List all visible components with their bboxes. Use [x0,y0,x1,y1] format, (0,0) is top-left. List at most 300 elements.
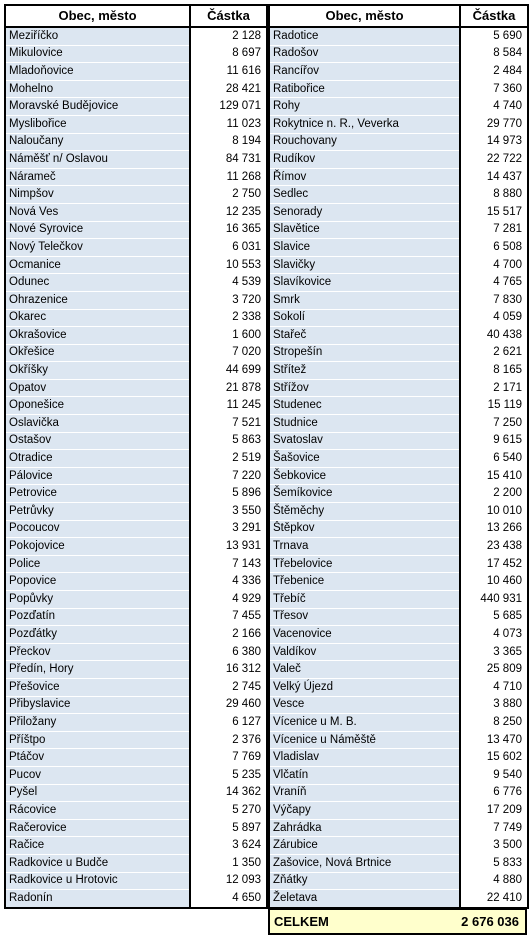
municipality-name: Myslibořice [5,115,190,133]
municipality-name: Mladoňovice [5,63,190,81]
table-row [269,626,528,644]
municipality-name: Pálovice [5,467,190,485]
total-row [268,908,527,935]
amount-value: 5 690 [460,27,528,45]
amount-value: 84 731 [190,151,267,169]
municipality-name: Studenec [269,397,460,415]
table-row [5,714,267,732]
amount-value: 2 128 [190,27,267,45]
table-row [269,415,528,433]
amount-value: 5 270 [190,802,267,820]
table-row [269,890,528,908]
amount-value: 25 809 [460,661,528,679]
amount-value: 129 071 [190,98,267,116]
table-row [5,63,267,81]
column-header-amount: Částka [190,5,267,27]
column-header-amount: Částka [460,5,528,27]
amount-value: 8 165 [460,362,528,380]
amount-value: 7 250 [460,415,528,433]
table-row [269,63,528,81]
amount-value: 4 740 [460,98,528,116]
municipality-name: Nový Telečkov [5,239,190,257]
amount-value: 7 830 [460,291,528,309]
table-row [269,362,528,380]
amount-value: 13 266 [460,520,528,538]
municipality-name: Pokojovice [5,538,190,556]
table-row [269,678,528,696]
municipality-name: Svatoslav [269,432,460,450]
municipality-name: Pozďatín [5,608,190,626]
table-row [5,45,267,63]
table-row [269,819,528,837]
amount-value: 5 235 [190,766,267,784]
amount-value: 7 749 [460,819,528,837]
amount-value: 6 508 [460,239,528,257]
municipality-name: Rokytnice n. R., Veverka [269,115,460,133]
amount-value: 28 421 [190,80,267,98]
municipality-name: Ocmanice [5,256,190,274]
municipality-name: Slavětice [269,221,460,239]
municipality-name: Opatov [5,379,190,397]
municipality-name: Výčapy [269,802,460,820]
amount-value: 12 235 [190,203,267,221]
table-row [269,133,528,151]
amount-value: 1 350 [190,854,267,872]
municipality-name: Odunec [5,274,190,292]
amount-value: 11 023 [190,115,267,133]
municipality-name: Stařeč [269,327,460,345]
table-row [5,274,267,292]
municipality-name: Vícenice u Náměště [269,731,460,749]
municipality-name: Rancířov [269,63,460,81]
municipality-name: Rohy [269,98,460,116]
table-row [5,784,267,802]
municipality-name: Naloučany [5,133,190,151]
table-row [5,221,267,239]
amount-value: 7 220 [190,467,267,485]
municipality-name: Nimpšov [5,186,190,204]
municipality-name: Vícenice u M. B. [269,714,460,732]
amount-value: 2 750 [190,186,267,204]
amount-value: 8 194 [190,133,267,151]
municipality-name: Račice [5,837,190,855]
amount-value: 6 540 [460,450,528,468]
table-row [269,239,528,257]
table-row [5,661,267,679]
municipality-name: Nová Ves [5,203,190,221]
amount-value: 6 031 [190,239,267,257]
municipality-name: Náramеč [5,168,190,186]
municipality-name: Otradice [5,450,190,468]
table-row [269,802,528,820]
municipality-name: Valeč [269,661,460,679]
amount-value: 7 521 [190,415,267,433]
municipality-name: Vraníň [269,784,460,802]
table-row [269,291,528,309]
municipality-name: Smrk [269,291,460,309]
table-row [5,291,267,309]
municipality-name: Ostašov [5,432,190,450]
amount-value: 2 484 [460,63,528,81]
amount-value: 13 931 [190,538,267,556]
table-row [5,151,267,169]
municipality-name: Radošov [269,45,460,63]
table-row [5,749,267,767]
municipality-name: Sedlec [269,186,460,204]
table-row [5,379,267,397]
amount-value: 7 769 [190,749,267,767]
municipality-name: Mohelno [5,80,190,98]
municipality-name: Štěměchy [269,503,460,521]
municipality-name: Mikulovice [5,45,190,63]
total-value: 2 676 036 [461,914,519,929]
table-row [269,168,528,186]
municipality-name: Zňátky [269,872,460,890]
municipality-name: Okřešice [5,344,190,362]
table-row [269,203,528,221]
municipality-name: Příštpo [5,731,190,749]
amount-value: 15 517 [460,203,528,221]
header-row [5,5,267,27]
municipality-name: Stropešín [269,344,460,362]
municipality-name: Rouchovany [269,133,460,151]
table-row [5,327,267,345]
amount-value: 440 931 [460,591,528,609]
table-row [269,731,528,749]
amount-value: 5 863 [190,432,267,450]
municipality-name: Valdíkov [269,643,460,661]
table-row [269,485,528,503]
amount-value: 3 550 [190,503,267,521]
municipality-name: Štěpkov [269,520,460,538]
amount-value: 2 166 [190,626,267,644]
municipality-name: Senorady [269,203,460,221]
municipality-name: Popůvky [5,591,190,609]
municipality-name: Slavíkovice [269,274,460,292]
municipality-name: Radkovice u Hrotovic [5,872,190,890]
amount-value: 10 553 [190,256,267,274]
amount-value: 7 281 [460,221,528,239]
municipality-name: Přiložany [5,714,190,732]
amount-value: 2 200 [460,485,528,503]
table-row [269,591,528,609]
municipality-name: Petrůvky [5,503,190,521]
table-row [269,151,528,169]
municipality-name: Vesce [269,696,460,714]
amount-value: 6 380 [190,643,267,661]
municipality-name: Sokolí [269,309,460,327]
amount-value: 8 697 [190,45,267,63]
municipality-name: Slavice [269,239,460,257]
municipality-name: Radotice [269,27,460,45]
amount-value: 17 452 [460,555,528,573]
amount-value: 29 770 [460,115,528,133]
table-row [269,714,528,732]
table-row [5,450,267,468]
table-row [5,432,267,450]
table-row [269,115,528,133]
total-label: CELKEM [274,914,329,929]
right-table [268,4,529,909]
column-header-name: Obec, město [5,5,190,27]
table-row [269,573,528,591]
table-row [5,837,267,855]
table-row [269,256,528,274]
table-row [269,274,528,292]
municipality-name: Oponešice [5,397,190,415]
amount-value: 8 250 [460,714,528,732]
amount-value: 4 650 [190,890,267,908]
amount-value: 7 020 [190,344,267,362]
table-row [269,221,528,239]
table-row [5,643,267,661]
municipality-name: Třebelovice [269,555,460,573]
municipality-name: Petrovice [5,485,190,503]
table-row [5,731,267,749]
table-row [5,520,267,538]
table-row [5,819,267,837]
table-row [269,608,528,626]
header-row [269,5,528,27]
amount-value: 15 410 [460,467,528,485]
table-row [5,133,267,151]
amount-value: 2 745 [190,678,267,696]
table-row [5,503,267,521]
municipality-name: Moravské Budějovice [5,98,190,116]
table-row [5,239,267,257]
municipality-name: Nové Syrovice [5,221,190,239]
municipality-name: Okrašovice [5,327,190,345]
amount-value: 16 312 [190,661,267,679]
municipality-name: Trnava [269,538,460,556]
municipality-name: Zahrádka [269,819,460,837]
amount-value: 2 338 [190,309,267,327]
amount-value: 4 710 [460,678,528,696]
amount-value: 5 685 [460,608,528,626]
table-row [269,327,528,345]
table-row [5,467,267,485]
municipality-name: Vlčatín [269,766,460,784]
amount-value: 4 765 [460,274,528,292]
amount-value: 2 171 [460,379,528,397]
table-row [5,696,267,714]
table-row [5,538,267,556]
amount-value: 12 093 [190,872,267,890]
table-row [269,872,528,890]
municipality-name: Zárubice [269,837,460,855]
table-row [269,344,528,362]
amount-value: 2 519 [190,450,267,468]
municipality-name: Šebkovice [269,467,460,485]
table-row [269,538,528,556]
municipality-name: Pocoucov [5,520,190,538]
municipality-name: Popovice [5,573,190,591]
municipality-name: Vladislav [269,749,460,767]
table-row [269,309,528,327]
table-row [5,766,267,784]
amount-value: 15 119 [460,397,528,415]
amount-value: 29 460 [190,696,267,714]
amount-value: 11 268 [190,168,267,186]
amount-value: 9 540 [460,766,528,784]
municipality-name: Římov [269,168,460,186]
table-row [269,661,528,679]
municipality-name: Oslavička [5,415,190,433]
municipality-name: Střížov [269,379,460,397]
table-row [269,80,528,98]
municipality-name: Třebenice [269,573,460,591]
table-row [5,415,267,433]
municipality-name: Ohrazenice [5,291,190,309]
municipality-name: Police [5,555,190,573]
table-row [5,256,267,274]
amount-value: 3 365 [460,643,528,661]
amount-value: 11 616 [190,63,267,81]
amount-value: 3 291 [190,520,267,538]
municipality-name: Slavičky [269,256,460,274]
table-row [5,678,267,696]
table-row [5,555,267,573]
amount-value: 8 584 [460,45,528,63]
table-row [269,45,528,63]
municipality-name: Předín, Hory [5,661,190,679]
amount-value: 14 973 [460,133,528,151]
municipality-name: Radonín [5,890,190,908]
amount-value: 13 470 [460,731,528,749]
amount-value: 5 897 [190,819,267,837]
amount-value: 10 460 [460,573,528,591]
amount-value: 3 880 [460,696,528,714]
table-row [5,485,267,503]
municipality-name: Radkovice u Budče [5,854,190,872]
municipality-name: Želetava [269,890,460,908]
table-row [5,309,267,327]
table-row [5,802,267,820]
amount-value: 5 833 [460,854,528,872]
municipality-name: Studnice [269,415,460,433]
amount-value: 17 209 [460,802,528,820]
municipality-name: Ptáčov [5,749,190,767]
amount-value: 4 700 [460,256,528,274]
amount-value: 9 615 [460,432,528,450]
municipality-name: Velký Újezd [269,678,460,696]
amount-value: 4 336 [190,573,267,591]
municipality-name: Meziříčko [5,27,190,45]
table-row [5,27,267,45]
municipality-name: Pozďátky [5,626,190,644]
table-row [5,168,267,186]
municipality-name: Pyšel [5,784,190,802]
table-row [5,872,267,890]
amount-value: 3 720 [190,291,267,309]
municipality-name: Střítež [269,362,460,380]
municipality-name: Zašovice, Nová Brtnice [269,854,460,872]
table-row [5,203,267,221]
municipality-name: Okříšky [5,362,190,380]
amount-value: 4 539 [190,274,267,292]
amount-value: 10 010 [460,503,528,521]
municipality-name: Pucov [5,766,190,784]
table-row [269,98,528,116]
table-row [269,784,528,802]
amount-value: 4 073 [460,626,528,644]
table-row [269,467,528,485]
amount-value: 16 365 [190,221,267,239]
amount-value: 1 600 [190,327,267,345]
table-row [5,80,267,98]
table-row [269,854,528,872]
table-row [5,591,267,609]
municipality-name: Šemíkovice [269,485,460,503]
amount-value: 14 437 [460,168,528,186]
municipality-name: Náměšť n/ Oslavou [5,151,190,169]
municipality-name: Přibyslavice [5,696,190,714]
amount-value: 21 878 [190,379,267,397]
table-row [5,573,267,591]
amount-value: 6 776 [460,784,528,802]
amount-value: 3 500 [460,837,528,855]
amount-value: 2 376 [190,731,267,749]
municipality-name: Třesov [269,608,460,626]
table-row [269,432,528,450]
amount-value: 14 362 [190,784,267,802]
amount-value: 4 880 [460,872,528,890]
amount-value: 22 722 [460,151,528,169]
table-row [269,186,528,204]
amount-value: 44 699 [190,362,267,380]
amount-value: 7 360 [460,80,528,98]
table-row [5,608,267,626]
municipality-name: Okarec [5,309,190,327]
amount-value: 23 438 [460,538,528,556]
table-row [269,837,528,855]
municipality-name: Přešovice [5,678,190,696]
amount-value: 8 880 [460,186,528,204]
municipality-name: Račerovice [5,819,190,837]
municipality-name: Vacenovice [269,626,460,644]
table-row [5,115,267,133]
municipality-name: Rudíkov [269,151,460,169]
municipality-name: Rácovice [5,802,190,820]
table-row [269,643,528,661]
amount-value: 2 621 [460,344,528,362]
left-table [4,4,268,909]
amount-value: 7 143 [190,555,267,573]
table-row [269,397,528,415]
table-row [5,362,267,380]
table-row [269,450,528,468]
table-row [269,696,528,714]
table-row [5,626,267,644]
amount-value: 7 455 [190,608,267,626]
amount-value: 5 896 [190,485,267,503]
table-row [5,890,267,908]
table-row [269,766,528,784]
column-header-name: Obec, město [269,5,460,27]
table-row [269,749,528,767]
municipality-name: Šašovice [269,450,460,468]
table-row [5,98,267,116]
municipality-name: Třebíč [269,591,460,609]
amount-value: 4 929 [190,591,267,609]
amount-value: 40 438 [460,327,528,345]
table-row [5,344,267,362]
table-row [269,503,528,521]
amount-value: 6 127 [190,714,267,732]
amount-value: 3 624 [190,837,267,855]
table-row [269,379,528,397]
table-row [269,555,528,573]
